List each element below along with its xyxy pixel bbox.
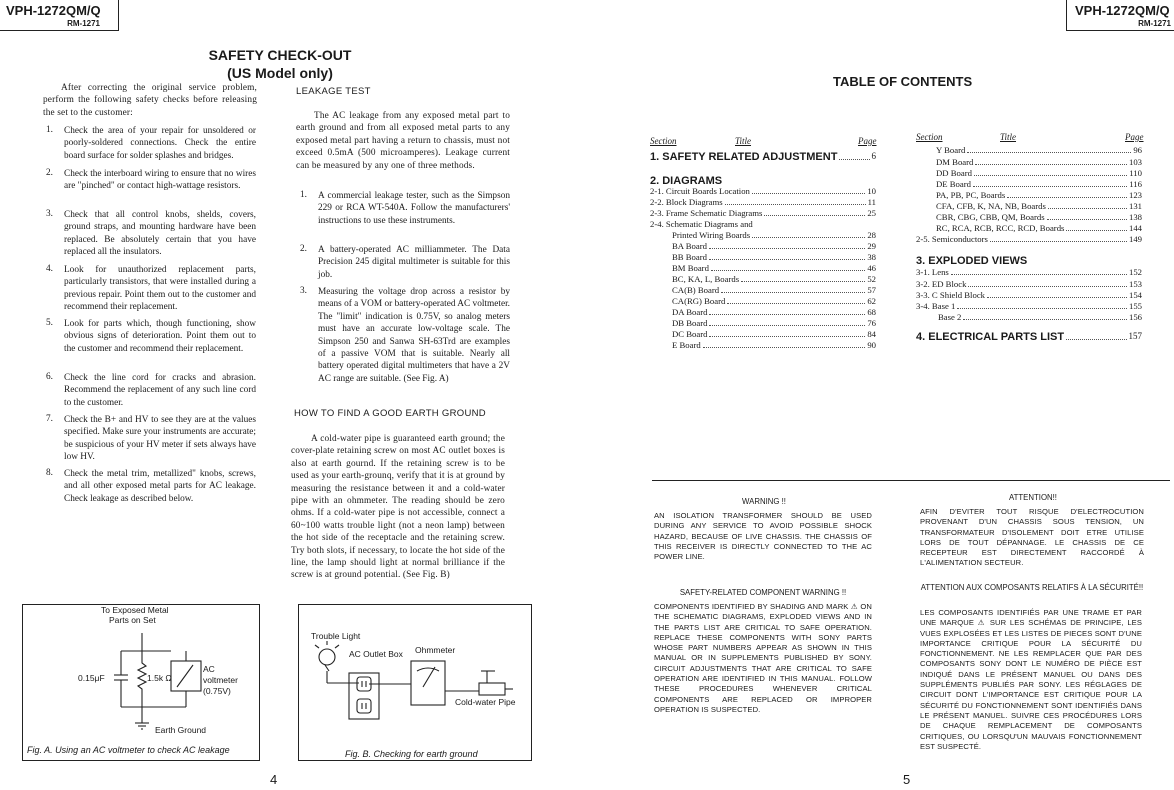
toc-entry-label: 2-5. Semiconductors xyxy=(916,234,988,244)
toc-dots xyxy=(709,252,865,260)
figa-ground-label: Earth Ground xyxy=(155,725,207,735)
toc-dots xyxy=(967,145,1131,153)
attention-title: ATTENTION!! xyxy=(1009,493,1057,502)
toc-dots xyxy=(711,263,865,271)
toc-dots xyxy=(721,285,865,293)
toc-entry[interactable] xyxy=(938,312,1142,323)
safety-title-line1: SAFETY CHECK-OUT xyxy=(208,47,352,63)
toc-entry-label: CA(B) Board xyxy=(672,285,720,295)
toc-entry-page: 90 xyxy=(867,340,876,350)
toc-entry[interactable] xyxy=(672,230,876,241)
toc-entry-label: 3-2. ED Block xyxy=(916,279,967,289)
safety-item-number: 6. xyxy=(46,372,53,382)
toc-entry[interactable] xyxy=(936,179,1142,190)
toc-entry-page: 25 xyxy=(867,208,876,218)
toc-entry-label: 2-4. Schematic Diagrams and xyxy=(650,219,753,229)
leakage-heading: LEAKAGE TEST xyxy=(296,86,371,97)
toc-entry[interactable] xyxy=(672,307,876,318)
safety-component-warning-text: COMPONENTS IDENTIFIED BY SHADING AND MARK ⚠ ON THE SCHEMATIC DIAGRAMS, EXPLODED VIEWS AND IN THE PARTS LIST ARE CRITICAL TO SAFE OPERATION. REPLACE THESE COMPONENTS WITH SONY PARTS WHOSE PART NUMBERS APPEAR AS SHOWN IN THIS MANUAL OR IN SUPPLEMENTS PUBLISHED BY SONY. CIRCUIT ADJUSTMENTS THAT ARE CRITICAL TO SAFE OPERATION ARE IDENTIFIED IN THIS MANUAL. FOLLOW THESE PROCEDURES WHENEVER CRITICAL COMPONENTS ARE REPLACED OR IMPROPER OPERATION IS SUSPECTED. xyxy=(654,602,872,714)
toc-entry[interactable] xyxy=(916,279,1142,290)
toc-entry[interactable] xyxy=(936,145,1142,156)
toc-dots xyxy=(709,307,865,315)
right-model-number: VPH-1272QM/Q xyxy=(1075,3,1170,18)
toc-entry[interactable] xyxy=(936,157,1142,168)
safety-item-number: 1. xyxy=(46,125,53,135)
toc-entry[interactable] xyxy=(672,329,876,340)
figa-resistor-value: 1.5k Ω xyxy=(147,673,172,683)
toc-dots xyxy=(725,197,866,205)
toc-col-title: Title xyxy=(735,136,752,146)
safety-item: Check the line cord for cracks and abrasion. Recommend the replacement of any such line cord to the customer. xyxy=(64,373,256,408)
safety-item: Check that all control knobs, shelds, covers, ground straps, and mounting hardware have been replaced. Be absolutely certain that you have replaced all the insulators. xyxy=(64,210,256,258)
safety-item-number: 2. xyxy=(46,168,53,178)
toc-entry-label: BC, KA, L, Boards xyxy=(672,274,740,284)
toc-entry[interactable] xyxy=(672,274,876,285)
toc-col-section-2: Section xyxy=(916,132,943,142)
figa-meter-line2: voltmeter xyxy=(203,675,238,685)
attention-text: AFIN D'EVITER TOUT RISQUE D'ELECTROCUTION PROVENANT D'UN CHASSIS SOUS TENSION, UN TRANSFORMATEUR D'ISOLEMENT DOIT ETRE UTILISE LORS DE TOUT DÉPANNAGE. LE CHASSIS DE CE RECEPTEUR EST DIRECTEMENT RACCORDÉ À L'ALIMENTATION SECTEUR. xyxy=(920,507,1144,568)
figa-top-label-1: To Exposed Metal xyxy=(101,605,169,615)
toc-entry-schematic xyxy=(650,219,753,230)
figa-top-label-2: Parts on Set xyxy=(109,615,156,625)
toc-entry-label: CA(RG) Board xyxy=(672,296,726,306)
method-item: A commercial leakage tester, such as the Simpson 229 or RCA WT-540A. Follow the manufacturers' instructions to use these instruments. xyxy=(318,191,510,226)
toc-dots xyxy=(987,290,1127,298)
toc-entry[interactable] xyxy=(916,301,1142,312)
safety-item-number: 7. xyxy=(46,414,53,424)
page-number-left: 4 xyxy=(270,772,278,787)
toc-dots xyxy=(764,208,865,216)
safety-component-warning-title: SAFETY-RELATED COMPONENT WARNING !! xyxy=(679,588,847,597)
toc-entry[interactable] xyxy=(650,186,876,197)
toc-dots xyxy=(990,234,1127,242)
figb-pipe-label: Cold-water Pipe xyxy=(455,697,516,707)
figure-a xyxy=(22,604,260,761)
right-rm-number: RM-1271 xyxy=(1138,19,1171,28)
toc-entry-label: E Board xyxy=(672,340,701,350)
toc-entry-page: 152 xyxy=(1128,267,1142,277)
toc-entry-label: DE Board xyxy=(936,179,971,189)
toc-entry-label: 2-2. Block Diagrams xyxy=(650,197,723,207)
left-model-number: VPH-1272QM/Q xyxy=(6,3,101,18)
toc-section-4-page: 157 xyxy=(1128,331,1142,341)
toc-dots xyxy=(727,296,865,304)
toc-entry[interactable] xyxy=(672,285,876,296)
leakage-intro: The AC leakage from any exposed metal part to earth ground and from all exposed metal parts to any exposed metal part having a return to chassis, must not exceed 0.5mA (500 microamperes). Leakage current can be measured by any one of three methods. xyxy=(296,111,510,171)
toc-entry-page: 155 xyxy=(1128,301,1142,311)
earth-ground-text: A cold-water pipe is guaranteed earth ground; the cover-plate retaining screw on most AC outlet boxes is also at earth gournd. If the retaining screw is to be used as your earth-grounq, verify that it is at ground by measuring the resistance between it and a cold-water pipe with an ohmmeter. The reading should be zero ohms. If a cold-water pipe is not accessible, connect a 60~100 watts trouble light (not a neon lamp) between the hot side of the receptacle and the retaining screw. Try both slots, if necessary, to locate the hot side of the line, the lamp should light at normal brilliance if the screw is at ground potential. (See Fig. B) xyxy=(291,434,505,581)
toc-entry-label: Y Board xyxy=(936,145,966,155)
toc-entry-page: 11 xyxy=(867,197,876,207)
toc-dots xyxy=(709,318,865,326)
toc-col-title-2: Title xyxy=(1000,132,1017,142)
toc-entry[interactable] xyxy=(672,296,876,307)
toc-entry-page: 116 xyxy=(1129,179,1142,189)
toc-entry-label: Base 2 xyxy=(938,312,962,322)
toc-entry-page: 52 xyxy=(867,274,876,284)
figb-outlet-label: AC Outlet Box xyxy=(349,649,403,659)
toc-dots xyxy=(709,241,865,249)
toc-entry-page: 62 xyxy=(867,296,876,306)
toc-entry-label: DA Board xyxy=(672,307,708,317)
figb-caption: Fig. B. Checking for earth ground xyxy=(345,749,478,759)
toc-entry[interactable] xyxy=(916,290,1142,301)
toc-entry-page: 131 xyxy=(1128,201,1142,211)
figb-trouble-light-label: Trouble Light xyxy=(311,631,361,641)
toc-dots xyxy=(752,230,865,238)
toc-dots xyxy=(974,168,1127,176)
toc-dots xyxy=(973,179,1127,187)
toc-dots xyxy=(1066,331,1126,340)
toc-section-2[interactable]: 2. DIAGRAMS xyxy=(650,175,723,187)
method-number: 1. xyxy=(300,190,307,200)
right-header xyxy=(1066,0,1174,31)
toc-section-3[interactable]: 3. EXPLODED VIEWS xyxy=(916,255,1028,267)
figure-b xyxy=(298,604,532,761)
toc-entry[interactable] xyxy=(916,267,1142,278)
toc-entry-page: 76 xyxy=(867,318,876,328)
toc-entry-label: DB Board xyxy=(672,318,708,328)
toc-col-page: Page xyxy=(858,136,877,146)
toc-entry-label: BB Board xyxy=(672,252,707,262)
toc-entry[interactable] xyxy=(650,208,876,219)
safety-item: Look for unauthorized replacement parts, particularly transistors, that were installed during a previous repair. Point them out to the customer and recommend their replacement. xyxy=(64,265,256,313)
safety-item: Check the area of your repair for unsoldered or poorly-soldered connections. Check the entire board surface for solder splashes and bridges. xyxy=(64,126,256,161)
safety-item: Check the metal trim, metallized" knobs, screws, and all other exposed metal parts for AC leakage. Check leakage as described below. xyxy=(64,469,256,504)
toc-entry-page: 96 xyxy=(1133,145,1142,155)
toc-entry-page: 123 xyxy=(1128,190,1142,200)
toc-dots xyxy=(1048,201,1127,209)
warning-title: WARNING !! xyxy=(742,497,786,506)
toc-entry[interactable] xyxy=(672,252,876,263)
toc-dots xyxy=(963,312,1127,320)
safety-item-number: 3. xyxy=(46,209,53,219)
toc-section-1[interactable] xyxy=(650,151,876,163)
toc-section-4[interactable] xyxy=(916,331,1142,343)
toc-entry-page: 149 xyxy=(1128,234,1142,244)
toc-entry-label: BA Board xyxy=(672,241,707,251)
safety-item-number: 5. xyxy=(46,318,53,328)
safety-item: Check the interboard wiring to ensure that no wires are "pinched" or contact high-wattage resistors. xyxy=(64,169,256,192)
warning-text: AN ISOLATION TRANSFORMER SHOULD BE USED DURING ANY SERVICE TO AVOID POSSIBLE SHOCK HAZARD, BECAUSE OF LIVE CHASSIS. THE CHASSIS OF THIS RECEIVER IS DIRECTLY CONNECTED TO THE AC POWER LINE. xyxy=(654,511,872,562)
toc-dots xyxy=(703,340,866,348)
toc-entry[interactable] xyxy=(672,263,876,274)
toc-dots xyxy=(1007,190,1127,198)
toc-entry-page: 10 xyxy=(867,186,876,196)
toc-entry-page: 84 xyxy=(867,329,876,339)
toc-section-4-label: 4. ELECTRICAL PARTS LIST xyxy=(916,331,1065,343)
toc-entry-label: DD Board xyxy=(936,168,972,178)
left-header xyxy=(0,0,119,31)
toc-dots xyxy=(1066,223,1127,231)
figa-capacitor-value: 0.15μF xyxy=(78,673,105,683)
toc-entry-label: 3-4. Base 1 xyxy=(916,301,956,311)
toc-entry-page: 29 xyxy=(867,241,876,251)
toc-entry-page: 57 xyxy=(867,285,876,295)
toc-entry-page: 68 xyxy=(867,307,876,317)
toc-dots xyxy=(839,151,869,160)
toc-entry-label: 2-1. Circuit Boards Location xyxy=(650,186,750,196)
toc-dots xyxy=(957,301,1127,309)
method-item: Measuring the voltage drop across a resistor by means of a VOM or battery-operated AC voltmeter. The "limit" indication is 0.75V, so analog meters must have an accurate low-voltage scale. The Simpson 250 and Sanwa SH-63Trd are examples of a passive VOM that is suitable. Nearly all battery operated digital multimeters that have a 2V AC range are suitable. (See Fig. A) xyxy=(318,287,510,384)
toc-entry-page: 38 xyxy=(867,252,876,262)
toc-entry-label: CBR, CBG, CBB, QM, Boards xyxy=(936,212,1045,222)
safety-intro: After correcting the original service problem, perform the following safety checks before releasing the set to the customer: xyxy=(43,83,257,118)
toc-dots xyxy=(709,329,865,337)
toc-entry[interactable] xyxy=(650,197,876,208)
toc-entry[interactable] xyxy=(936,223,1142,234)
toc-entry-label: Printed Wiring Boards xyxy=(672,230,751,240)
method-item: A battery-operated AC milliammeter. The Data Precision 245 digital multimeter is suitable for this job. xyxy=(318,245,510,280)
toc-entry[interactable] xyxy=(936,168,1142,179)
toc-entry-page: 138 xyxy=(1128,212,1142,222)
toc-entry[interactable] xyxy=(672,340,876,351)
safety-item-number: 8. xyxy=(46,468,53,478)
toc-dots xyxy=(968,279,1127,287)
toc-entry-page: 46 xyxy=(867,263,876,273)
method-number: 3. xyxy=(300,286,307,296)
toc-entry[interactable] xyxy=(936,212,1142,223)
toc-entry-page: 144 xyxy=(1128,223,1142,233)
left-rm-number: RM-1271 xyxy=(67,19,100,28)
toc-entry-label: BM Board xyxy=(672,263,709,273)
toc-dots xyxy=(1047,212,1127,220)
safety-item-number: 4. xyxy=(46,264,53,274)
figa-caption: Fig. A. Using an AC voltmeter to check AC leakage xyxy=(27,745,230,755)
figure-b-drawing xyxy=(299,605,531,760)
toc-section-1-label: 1. SAFETY RELATED ADJUSTMENT xyxy=(650,151,838,163)
toc-entry-page: 28 xyxy=(867,230,876,240)
toc-entry-label: 2-3. Frame Schematic Diagrams xyxy=(650,208,763,218)
attention-components-text: LES COMPOSANTS IDENTIFIÉS PAR UNE TRAME ET PAR UNE MARQUE ⚠ SUR LES SCHÉMAS DE PRINCIPE, LES VUES EXPLOSÉES ET LES LISTES DE PIECES SONT D'UNE IMPORTANCE CRITIQUE POUR LA SÉCURITÉ DU FONCTIONNEMENT. NE LES REMPLACER QUE PAR DES COMPOSANTS SONY DONT LE NUMÉRO DE PIÈCE EST INDIQUÉ DANS LE PRÉSENT MANUEL OU DANS DES SUPPLÉMENTS PUBLIÉS PAR SONY. LES RÉGLAGES DE CIRCUIT DONT L'IMPORTANCE EST CRITIQUE POUR LA SÉCURITÉ DU FONCTIONNEMENT SONT IDENTIFIÉS DANS LE PRÉSENT MANUEL. SUIVRE CES PROCÉDURES LORS DE CHAQUE REMPLACEMENT DE COMPOSANTS CRITIQUES, OU LORSQU'UN MAUVAIS FONCTIONNEMENT EST SUSPECTÉ. xyxy=(920,608,1142,751)
toc-entry-label: 3-3. C Shield Block xyxy=(916,290,986,300)
warnings-divider xyxy=(652,480,1170,481)
figa-meter-line1: AC xyxy=(203,664,215,674)
toc-entry-label: PA, PB, PC, Boards xyxy=(936,190,1006,200)
toc-section-1-page: 6 xyxy=(871,151,876,161)
earth-ground-heading: HOW TO FIND A GOOD EARTH GROUND xyxy=(294,408,486,419)
toc-entry[interactable] xyxy=(936,201,1142,212)
page-number-right: 5 xyxy=(903,772,911,787)
toc-entry-label: CFA, CFB, K, NA, NB, Boards xyxy=(936,201,1046,211)
toc-entry-label: DC Board xyxy=(672,329,708,339)
toc-entry-page: 153 xyxy=(1128,279,1142,289)
safety-title xyxy=(160,46,400,82)
toc-dots xyxy=(975,157,1127,165)
safety-title-line2: (US Model only) xyxy=(227,65,333,81)
toc-entry-label: DM Board xyxy=(936,157,974,167)
figb-ohmmeter-label: Ohmmeter xyxy=(415,645,456,655)
toc-entry-page: 156 xyxy=(1128,312,1142,322)
toc-entry[interactable] xyxy=(916,234,1142,245)
toc-dots xyxy=(741,274,865,282)
figa-meter-line3: (0.75V) xyxy=(203,686,231,696)
toc-entry-label: 3-1. Lens xyxy=(916,267,949,277)
safety-item: Check the B+ and HV to see they are at the values specified. Make sure your instruments are accurate; be suspicious of your HV meter if sets always have low HV. xyxy=(64,415,256,463)
toc-entry[interactable] xyxy=(672,241,876,252)
toc-entry[interactable] xyxy=(672,318,876,329)
safety-item: Look for parts which, though functioning, show obvious signs of deterioration. Point them out to the customer and recommend their replacement. xyxy=(64,319,256,354)
attention-components-title: ATTENTION AUX COMPOSANTS RELATIFS À LA SÉCURITÉ!! xyxy=(920,583,1144,592)
toc-col-section: Section xyxy=(650,136,677,146)
toc-entry-label: RC, RCA, RCB, RCC, RCD, Boards xyxy=(936,223,1065,233)
toc-title: TABLE OF CONTENTS xyxy=(833,74,973,89)
toc-entry-page: 110 xyxy=(1129,168,1142,178)
method-number: 2. xyxy=(300,244,307,254)
toc-entry-page: 154 xyxy=(1128,290,1142,300)
toc-dots xyxy=(951,267,1127,275)
toc-dots xyxy=(752,186,865,194)
toc-entry[interactable] xyxy=(936,190,1142,201)
toc-col-page-2: Page xyxy=(1125,132,1144,142)
toc-entry-page: 103 xyxy=(1128,157,1142,167)
